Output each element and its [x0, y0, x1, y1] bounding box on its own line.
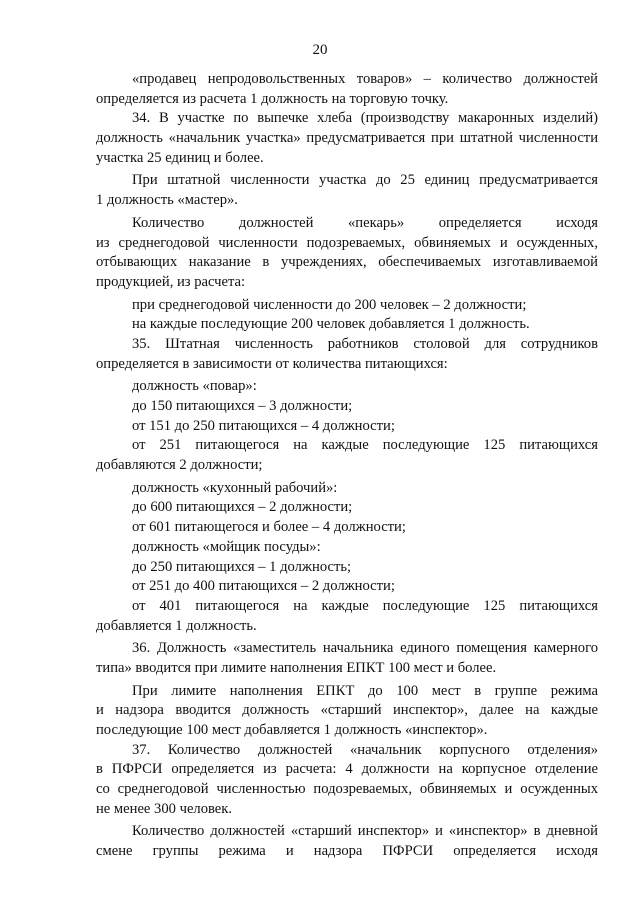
- text-line: от 251 питающегося на каждые последующие 125 питающихся: [132, 437, 598, 454]
- text-line: должность «кухонный рабочий»:: [132, 479, 338, 496]
- text-line: добавляется 1 должность.: [96, 617, 257, 634]
- text-line: от 151 до 250 питающихся – 4 должности;: [132, 417, 395, 434]
- text-line: 1 должность «мастер».: [96, 192, 238, 209]
- text-line: при среднегодовой численности до 200 человек – 2 должности;: [132, 296, 527, 313]
- text-line: продукцией, из расчета:: [96, 273, 246, 290]
- text-line: «продавец непродовольственных товаров» – количество должностей: [132, 71, 598, 87]
- text-line: и надзора вводится должность «старший инспектор», далее на каждые: [96, 702, 598, 719]
- text-line: до 250 питающихся – 1 должность;: [132, 558, 352, 575]
- text-line: из среднегодовой численности подозреваемых, обвиняемых и осужденных,: [96, 234, 598, 251]
- text-line: смене группы режима и надзора ПФРСИ определяется исходя: [96, 843, 598, 860]
- text-line: отбывающих наказание в учреждениях, обеспечиваемых изготавливаемой: [96, 254, 598, 271]
- text-line: на каждые последующие 200 человек добавляется 1 должность.: [132, 316, 530, 333]
- text-line: от 251 до 400 питающихся – 2 должности;: [132, 578, 395, 595]
- text-line: от 601 питающегося и более – 4 должности;: [132, 519, 406, 536]
- text-line: типа» вводится при лимите наполнения ЕПКТ 100 мест и более.: [96, 659, 497, 676]
- text-line: в ПФРСИ определяется из расчета: 4 должности на корпусное отделение: [96, 761, 598, 778]
- text-line: 35. Штатная численность работников столовой для сотрудников: [132, 335, 598, 352]
- text-line: 36. Должность «заместитель начальника единого помещения камерного: [132, 640, 598, 657]
- text-line: добавляются 2 должности;: [96, 457, 263, 474]
- text-line: При штатной численности участка до 25 единиц предусматривается: [132, 172, 598, 189]
- document-body: [96, 70, 598, 862]
- text-line: должность «повар»:: [132, 378, 257, 395]
- text-line: Количество должностей «старший инспектор» и «инспектор» в дневной: [132, 823, 598, 840]
- text-line: 37. Количество должностей «начальник корпусного отделения»: [132, 741, 598, 758]
- text-line: последующие 100 мест добавляется 1 должность «инспектор».: [96, 722, 488, 738]
- text-line: участка 25 единиц и более.: [96, 149, 264, 166]
- text-line: до 150 питающихся – 3 должности;: [132, 398, 353, 414]
- text-line: определяется в зависимости от количества питающихся:: [96, 355, 448, 372]
- page-number: 20: [312, 42, 328, 58]
- text-line: Количество должностей «пекарь» определяется исходя: [132, 214, 598, 231]
- text-line: не менее 300 человек.: [96, 800, 233, 817]
- text-line: При лимите наполнения ЕПКТ до 100 мест в группе режима: [132, 682, 598, 699]
- text-line: должность «начальник участка» предусматривается при штатной численности: [96, 130, 598, 147]
- text-line: до 600 питающихся – 2 должности;: [132, 499, 353, 516]
- text-line: 34. В участке по выпечке хлеба (производству макаронных изделий): [132, 110, 598, 127]
- text-line: должность «мойщик посуды»:: [132, 538, 321, 555]
- text-line: со среднегодовой численностью подозреваемых, обвиняемых и осужденных: [96, 781, 598, 798]
- text-line: от 401 питающегося на каждые последующие 125 питающихся: [132, 597, 598, 614]
- text-line: определяется из расчета 1 должность на торговую точку.: [96, 90, 449, 107]
